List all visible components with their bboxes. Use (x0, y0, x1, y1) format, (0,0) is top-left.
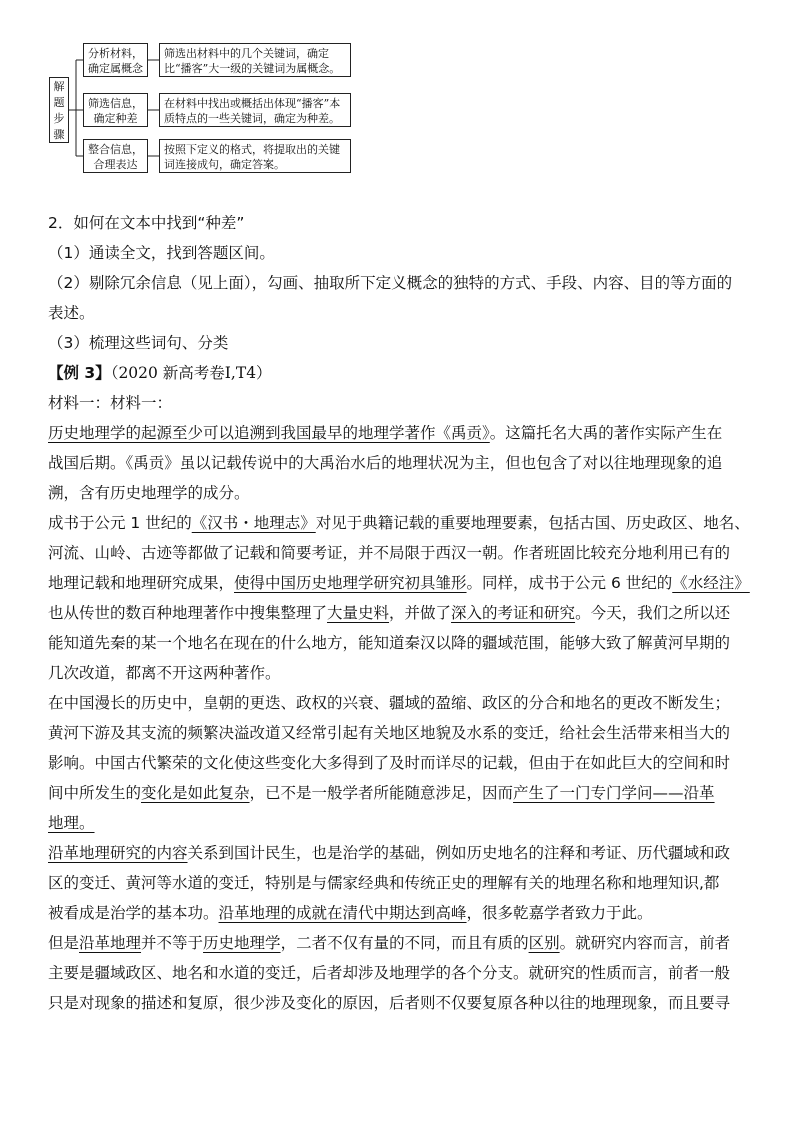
list-item: （1）通读全文，找到答题区间。 (48, 244, 275, 262)
underlined-phrase: 沿革地理 (79, 934, 142, 952)
passage-text: 。这篇托名大禹的著作实际产生在 (489, 424, 723, 442)
example-source: （2020 新高考卷Ⅰ,T4） (110, 364, 272, 382)
passage-line (48, 598, 758, 628)
passage-text: 间中所发生的 (48, 784, 142, 802)
passage-line (48, 508, 758, 538)
underlined-phrase: 使得中国历史地理学研究初具雏形 (234, 574, 467, 592)
passage-line (48, 778, 758, 808)
passage-line (48, 838, 758, 868)
document-body (48, 208, 758, 1018)
underlined-phrase: 深入的考证和研究 (451, 604, 576, 622)
passage-line (48, 928, 758, 958)
passage-text: ，二者不仅有量的不同，而且有质的 (280, 934, 529, 952)
passage-line: 影响。中国古代繁荣的文化使这些变化大多得到了及时而详尽的记载，但由于在如此巨大的空间和时 (48, 754, 731, 772)
passage-line (48, 568, 758, 598)
passage-line: 在中国漫长的历史中，皇朝的更迭、政权的兴衰、疆域的盈缩、政区的分合和地名的更改不断发生； (48, 694, 731, 712)
passage-text: 地理记载和地理研究成果， (48, 574, 235, 592)
passage-text: 并不等于 (141, 934, 204, 952)
diagram-root-char: 骤 (53, 128, 65, 141)
list-item: （2）剔除冗余信息（见上面），勾画、抽取所下定义概念的独特的方式、手段、内容、目的等方面的 (48, 274, 733, 292)
underlined-phrase: 沿革地理研究的内容 (48, 844, 188, 862)
passage-text: 。同样，成书于公元 6 世纪的 (466, 574, 673, 592)
underlined-phrase: 历史地理学的起源至少可以追溯到我国最早的地理学著作《禹贡》 (48, 424, 490, 442)
diagram-root-char: 解 (53, 80, 65, 93)
underlined-phrase: 《水经注》 (672, 574, 750, 592)
passage-text: 被看成是治学的基本功。 (48, 904, 219, 922)
underlined-phrase: 变化是如此复杂 (141, 784, 250, 802)
underlined-phrase: 区别 (528, 934, 560, 952)
section-heading: 2．如何在文本中找到“种差” (48, 214, 245, 232)
passage-text: 也从传世的数百种地理著作中搜集整理了 (48, 604, 328, 622)
list-item-continued: 表述。 (48, 304, 95, 322)
material-title (48, 388, 758, 418)
passage-text: 但是 (48, 934, 80, 952)
passage-text: 对见于典籍记载的重要地理要素，包括古国、历史政区、地名、 (315, 514, 750, 532)
passage-line: 黄河下游及其支流的频繁决溢改道又经常引起有关地区地貌及水系的变迁，给社会生活带来相当大的 (48, 724, 731, 742)
passage-text: ，并做了 (389, 604, 452, 622)
passage-line (48, 808, 758, 838)
passage-text: 关系到国计民生，也是治学的基础，例如历史地名的注释和考证、历代疆域和政 (187, 844, 731, 862)
underlined-phrase: 沿革地理的成就在清代中期达到高峰 (218, 904, 467, 922)
underlined-phrase: 地理。 (48, 814, 95, 832)
example-label: 【例 3】 (48, 364, 111, 382)
diagram-detail-3: 按照下定义的格式，将提取出的关键词连接成句，确定答案。 (159, 139, 351, 173)
passage-text: ，很多乾嘉学者致力于此。 (466, 904, 653, 922)
diagram-root-char: 题 (53, 96, 65, 109)
underlined-phrase: 产生了一门专门学问——沿革 (513, 784, 715, 802)
passage-line (48, 898, 758, 928)
diagram-step-3: 整合信息，合理表达 (83, 139, 148, 173)
passage-text: 成书于公元 1 世纪的 (48, 514, 192, 532)
passage-text: ，已不是一般学者所能随意涉足，因而 (249, 784, 514, 802)
passage-line (48, 418, 758, 448)
diagram-detail-1: 筛选出材料中的几个关键词，确定比“播客”大一级的关键词为属概念。 (159, 43, 351, 77)
underlined-phrase: 大量史料 (327, 604, 390, 622)
passage-text: 。就研究内容而言，前者 (559, 934, 731, 952)
passage-line: 只是对现象的描述和复原，很少涉及变化的原因，后者则不仅要复原各种以往的地理现象，而且要寻 (48, 994, 731, 1012)
list-item: （3）梳理这些词句、分类 (48, 334, 229, 352)
underlined-phrase: 《汉书・地理志》 (191, 514, 316, 532)
passage-line: 几次改道，都离不开这两种著作。 (48, 664, 281, 682)
passage-line: 河流、山岭、古迹等都做了记载和简要考证，并不局限于西汉一朝。作者班固比较充分地利用已有的 (48, 544, 731, 562)
passage-line: 主要是疆域政区、地名和水道的变迁，后者却涉及地理学的各个分支。就研究的性质而言，前者一般 (48, 964, 731, 982)
diagram-root-box (49, 77, 69, 143)
solution-steps-diagram (49, 43, 351, 173)
passage-line: 战国后期。《禹贡》虽以记载传说中的大禹治水后的地理状况为主，但也包含了对以往地理现象的追 (48, 454, 723, 472)
underlined-phrase: 历史地理学 (203, 934, 281, 952)
diagram-step-1: 分析材料，确定属概念 (83, 43, 148, 77)
passage-line: 溯，含有历史地理学的成分。 (48, 484, 250, 502)
diagram-root-char: 步 (53, 112, 65, 125)
passage-line: 能知道先秦的某一个地名在现在的什么地方，能知道秦汉以降的疆域范围，能够大致了解黄河早期的 (48, 634, 731, 652)
diagram-step-2: 筛选信息，确定种差 (83, 93, 148, 127)
material-title-text: 材料一：材料一： (48, 394, 173, 412)
passage-line: 区的变迁、黄河等水道的变迁，特别是与儒家经典和传统正史的理解有关的地理名称和地理知识,都 (48, 874, 720, 892)
passage-text: 。今天，我们之所以还 (575, 604, 731, 622)
example-heading (48, 358, 758, 388)
diagram-detail-2: 在材料中找出或概括出体现“播客”本质特点的一些关键词，确定为种差。 (159, 93, 351, 127)
